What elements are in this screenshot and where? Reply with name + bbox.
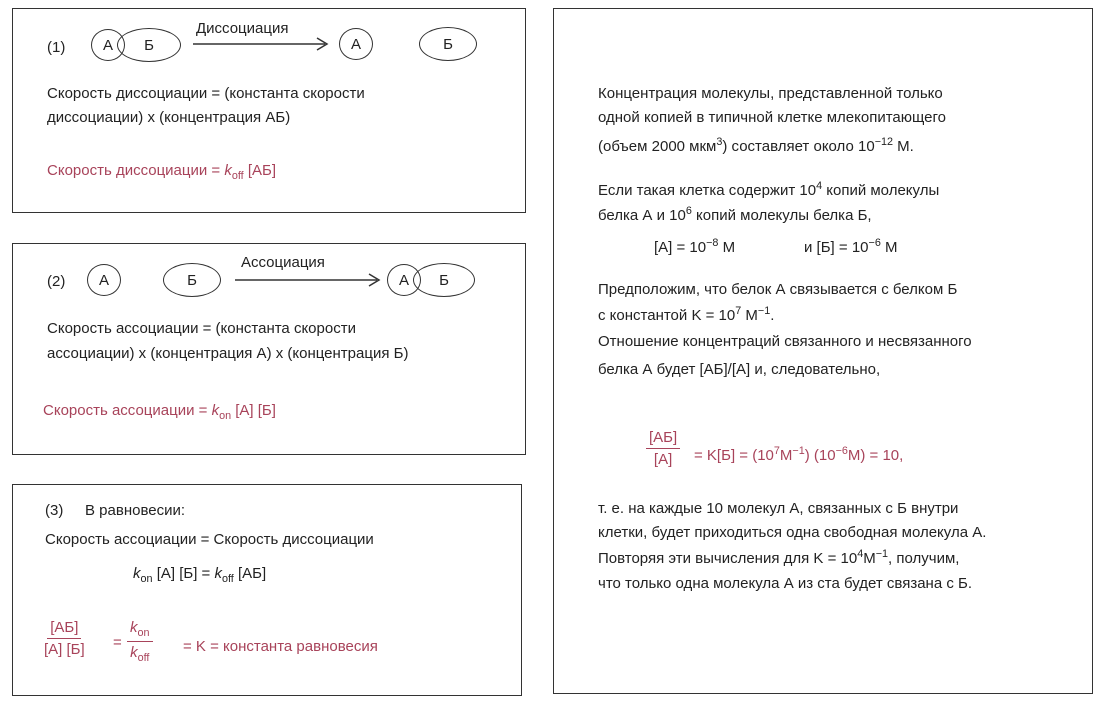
paragraph4-line3: Повторяя эти вычисления для $K = 10^4М^{-1}$, получим, [598,548,960,567]
concentration-b: и $[Б] = 10^{-6}$ М [804,237,898,256]
paragraph1-line1: Концентрация молекулы, представленной только [598,85,943,102]
molecule-b: Б [163,263,221,297]
equilibrium-heading: В равновесии: [85,502,186,519]
paragraph3-line3: Отношение концентраций связанного и несвязанного [598,333,972,350]
equilibrium-equation: $k_{on}$ [А] $[Б] = k_{off}$ [АБ] [133,565,267,585]
rate-definition-line1: Скорость диссоциации = (константа скорости [47,85,365,102]
molecule-b-bound: Б [413,263,475,297]
equilibrium-panel [12,484,522,696]
paragraph1-line2: одной копией в типичной клетке млекопитающего [598,109,946,126]
arrow-right-icon [193,37,333,51]
paragraph2-line2: белка А и $10^6$ копий молекулы белка Б, [598,205,872,224]
molecule-a: А [91,29,125,61]
molecule-b-free: Б [419,27,477,61]
equilibrium-statement: Скорость ассоциации = Скорость диссоциации [45,531,374,548]
dissociation-panel [12,8,526,213]
rate-definition-line2: ассоциации) x (концентрация А) x (концентрация Б) [47,345,409,362]
equilibrium-constant-label: = K = константа равновесия [183,638,378,655]
rate-constant-fraction: $k_{on}$ $k_{off}$ [127,619,153,664]
concentration-fraction: [АБ] [А] [Б] [44,619,85,658]
rate-formula: Скорость ассоциации = $k_{on}$ [А] [Б] [43,402,276,422]
step-number: (3) [45,502,64,519]
paragraph4-line4: что только одна молекула А из ста будет связана с Б. [598,575,973,592]
paragraph4-line2: клетки, будет приходиться одна свободная молекула А. [598,524,987,541]
step-number: (1) [47,39,66,56]
arrow-label: Диссоциация [196,20,289,37]
molecule-a-bound: А [387,264,421,296]
rate-formula: Скорость диссоциации = $k_{off}$ [АБ] [47,162,277,182]
concentration-a: $[А] = 10^{-8}$ М [654,237,736,256]
molecule-b: Б [117,28,181,62]
paragraph4-line1: т. е. на каждые 10 молекул А, связанных с Б внутри [598,500,959,517]
ratio-calculation: = $K[Б] = (10^7М^{-1}) (10^{-6}М) = 10$, [694,445,904,464]
paragraph1-line3: (объем 2000 мкм$^3$) составляет около $10^{-12}$ М. [598,136,914,155]
ratio-fraction: [АБ] [А] [646,429,680,468]
calculation-panel [553,8,1093,694]
equals-sign: = [113,634,122,651]
paragraph2-line1: Если такая клетка содержит $10^4$ копий молекулы [598,180,940,199]
rate-definition-line1: Скорость ассоциации = (константа скорости [47,320,356,337]
molecule-a-free: А [339,28,373,60]
association-panel [12,243,526,455]
arrow-label: Ассоциация [241,254,325,271]
paragraph3-line1: Предположим, что белок А связывается с белком Б [598,281,958,298]
step-number: (2) [47,273,66,290]
arrow-right-icon [235,273,385,287]
paragraph3-line4: белка А будет [АБ]/[А] и, следовательно, [598,361,881,378]
paragraph3-line2: с константой $K = 10^7$ $М^{-1}$. [598,305,775,324]
rate-definition-line2: диссоциации) x (концентрация АБ) [47,109,291,126]
molecule-a: А [87,264,121,296]
